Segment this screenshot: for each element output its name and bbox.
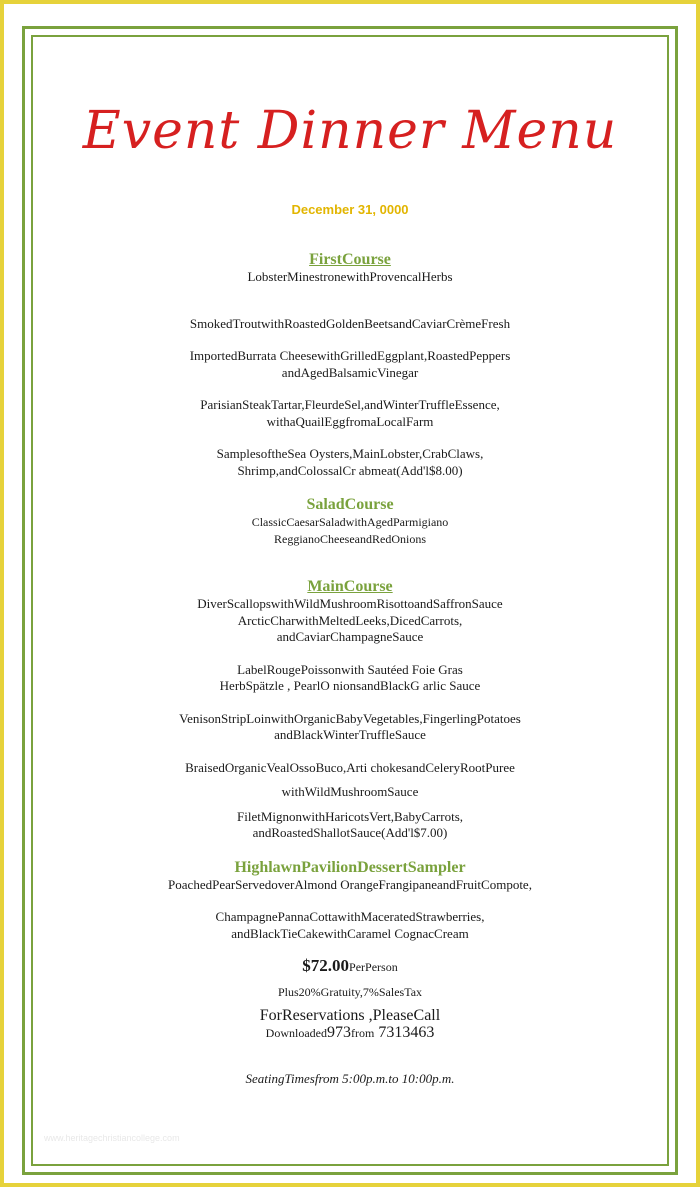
phone-prefix: 973 bbox=[327, 1023, 351, 1041]
menu-line: LobsterMinestronewithProvencalHerbs bbox=[247, 269, 453, 284]
menu-line: ClassicCaesarSaladwithAgedParmigiano bbox=[251, 515, 449, 529]
menu-line: LabelRougePoissonwith Sautéed Foie Gras bbox=[237, 661, 463, 677]
menu-line: andBlackWinterTruffleSauce bbox=[274, 727, 426, 742]
menu-line: Shrimp,andColossalCr abmeat(Add'l$8.00) bbox=[237, 462, 463, 478]
menu-line: ParisianSteakTartar,FleurdeSel,andWinterTruffleEssence, bbox=[200, 397, 500, 412]
main-course-heading: MainCourse bbox=[307, 578, 393, 595]
title-text: Event Dinner Menu bbox=[82, 101, 618, 161]
salad-course-heading: SaladCourse bbox=[306, 496, 394, 513]
menu-line: PoachedPearServedoverAlmond OrangeFrangipaneandFruitCompote, bbox=[168, 876, 532, 892]
menu-line: andRoastedShallotSauce(Add'l$7.00) bbox=[252, 825, 448, 840]
phone-line bbox=[4, 1025, 696, 1042]
menu-line: ArcticCharwithMeltedLeeks,DicedCarrots, bbox=[237, 612, 463, 628]
menu-line: ImportedBurrata CheesewithGrilledEggplant,RoastedPeppers bbox=[189, 348, 511, 363]
dessert-heading: HighlawnPavilionDessertSampler bbox=[234, 858, 466, 876]
menu-line: withaQuailEggfromaLocalFarm bbox=[266, 413, 434, 429]
phone-number: 7313463 bbox=[374, 1023, 435, 1041]
menu-line: ChampagnePannaCottawithMaceratedStrawberries, bbox=[215, 909, 485, 924]
menu-line: VenisonStripLoinwithOrganicBabyVegetables,FingerlingPotatoes bbox=[179, 710, 521, 726]
event-date: December 31, 0000 bbox=[291, 202, 409, 217]
downloaded-text: Downloaded bbox=[265, 1025, 327, 1040]
seating-times: SeatingTimesfrom 5:00p.m.to 10:00p.m. bbox=[245, 1071, 455, 1086]
price-extras: Plus20%Gratuity,7%SalesTax bbox=[277, 984, 423, 999]
menu-line: withWildMushroomSauce bbox=[281, 784, 419, 799]
menu-line: FiletMignonwithHaricotsVert,BabyCarrots, bbox=[236, 808, 464, 824]
menu-line: DiverScallopswithWildMushroomRisottoandSaffronSauce bbox=[197, 596, 503, 611]
menu-line: SmokedTroutwithRoastedGoldenBeetsandCaviarCrèmeFresh bbox=[189, 315, 511, 331]
menu-line: SamplesoftheSea Oysters,MainLobster,CrabClaws, bbox=[216, 446, 484, 461]
menu-title bbox=[4, 82, 696, 182]
price-amount: $72.00 bbox=[302, 956, 350, 975]
menu-line: HerbSpätzle , PearlO nionsandBlackG arlic Sauce bbox=[219, 678, 481, 693]
menu-line: BraisedOrganicVealOssoBuco,Arti chokesandCeleryRootPuree bbox=[185, 759, 515, 775]
menu-line: andBlackTieCakewithCaramel CognacCream bbox=[231, 925, 469, 941]
price-line bbox=[4, 958, 696, 976]
menu-line: ReggianoCheeseandRedOnions bbox=[274, 531, 426, 546]
reservations-line: ForReservations ,PleaseCall bbox=[259, 1007, 441, 1024]
menu-line: andCaviarChampagneSauce bbox=[276, 629, 424, 644]
menu-line: andAgedBalsamicVinegar bbox=[281, 364, 419, 380]
watermark-text: www.heritagechristiancollege.com bbox=[44, 1133, 180, 1143]
menu-body bbox=[4, 250, 696, 1088]
script-title-svg bbox=[82, 82, 618, 182]
price-per: PerPerson bbox=[349, 960, 398, 974]
first-course-heading: FirstCourse bbox=[309, 251, 391, 268]
from-text: from bbox=[351, 1025, 375, 1040]
